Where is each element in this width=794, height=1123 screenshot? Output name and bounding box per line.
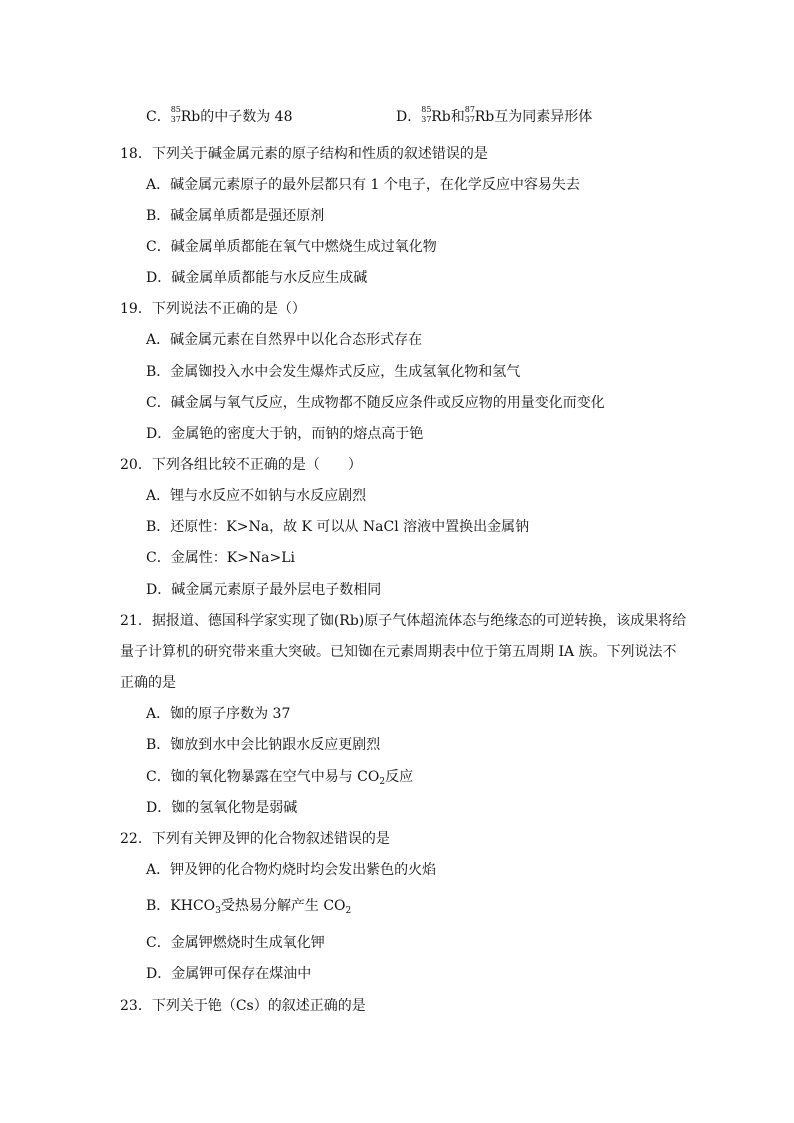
subscript: 2 (379, 777, 386, 787)
element-symbol: Rb (431, 109, 451, 125)
isotope-rb85 (421, 107, 451, 127)
subscript: 3 (215, 906, 221, 916)
q17-option-c (146, 107, 293, 127)
q19-option-c: C．碱金属与氧气反应，生成物都不随反应条件或反应物的用量变化而变化 (146, 395, 605, 411)
conjunction-text: 和 (450, 109, 465, 125)
option-text: B．KHCO (146, 898, 216, 914)
q21-option-b: B．铷放到水中会比钠跟水反应更剧烈 (146, 737, 381, 753)
atomic-number: 37 (421, 115, 432, 124)
option-letter: D． (396, 109, 422, 125)
question-23-stem: 23．下列关于铯（Cs）的叙述正确的是 (120, 998, 366, 1014)
option-text: C．铷的氧化物暴露在空气中易与 CO (146, 769, 380, 785)
q22-option-b (146, 896, 351, 921)
q22-option-a: A．钾及钾的化合物灼烧时均会发出紫色的火焰 (146, 862, 437, 878)
mass-number: 85 (170, 105, 181, 114)
option-text-end: 反应 (385, 769, 414, 785)
q21-option-d: D．铷的氢氧化物是弱碱 (146, 800, 298, 816)
option-text: 的中子数为 48 (200, 109, 293, 125)
q18-option-c: C．碱金属单质都能在氧气中燃烧生成过氧化物 (146, 239, 437, 255)
option-letter: C． (146, 109, 171, 125)
atomic-number: 37 (170, 115, 181, 124)
question-21-stem-line-3: 正确的是 (120, 675, 176, 691)
question-21-stem-line-2: 量子计算机的研究带来重大突破。已知铷在元素周期表中位于第五周期 IA 族。下列说法不 (120, 644, 677, 660)
q22-option-c: C．金属钾燃烧时生成氧化钾 (146, 935, 325, 951)
question-22-stem: 22．下列有关钾及钾的化合物叙述错误的是 (120, 831, 390, 847)
subscript: 2 (345, 906, 352, 916)
question-20-stem: 20．下列各组比较不正确的是（ ） (120, 457, 362, 473)
q18-option-a: A．碱金属元素原子的最外层都只有 1 个电子，在化学反应中容易失去 (146, 177, 580, 193)
q21-option-c (146, 767, 413, 792)
q20-option-d: D．碱金属元素原子最外层电子数相同 (146, 582, 382, 598)
q21-option-a: A．铷的原子序数为 37 (146, 706, 291, 722)
q19-option-b: B．金属铷投入水中会发生爆炸式反应，生成氢氧化物和氢气 (146, 364, 521, 380)
q18-option-b: B．碱金属单质都是强还原剂 (146, 208, 325, 224)
element-symbol: Rb (474, 109, 495, 125)
q19-option-d: D．金属铯的密度大于钠，而钠的熔点高于铯 (146, 426, 424, 442)
q22-option-d: D．金属钾可保存在煤油中 (146, 966, 312, 982)
q19-option-a: A．碱金属元素在自然界中以化合态形式存在 (146, 332, 423, 348)
atomic-number: 37 (464, 115, 475, 124)
isotope-rb85 (171, 107, 201, 127)
q20-option-c: C．金属性：K>Na>Li (146, 550, 296, 566)
question-18-stem: 18．下列关于碱金属元素的原子结构和性质的叙述错误的是 (120, 146, 488, 162)
mass-number: 85 (421, 105, 432, 114)
mass-number: 87 (464, 105, 475, 114)
q20-option-a: A．锂与水反应不如钠与水反应剧烈 (146, 488, 367, 504)
element-symbol: Rb (180, 109, 201, 125)
q20-option-b: B．还原性：K>Na，故 K 可以从 NaCl 溶液中置换出金属钠 (146, 519, 530, 535)
question-19-stem: 19．下列说法不正确的是（） (120, 301, 306, 317)
q17-option-d (396, 107, 592, 127)
option-text: 互为同素异形体 (494, 109, 593, 125)
question-21-stem-line-1: 21．据报道、德国科学家实现了铷(Rb)原子气体超流体态与绝缘态的可逆转换，该成果将给 (120, 613, 687, 629)
q18-option-d: D．碱金属单质都能与水反应生成碱 (146, 270, 368, 286)
isotope-rb87 (465, 107, 495, 127)
option-text-middle: 受热易分解产生 CO (220, 898, 346, 914)
